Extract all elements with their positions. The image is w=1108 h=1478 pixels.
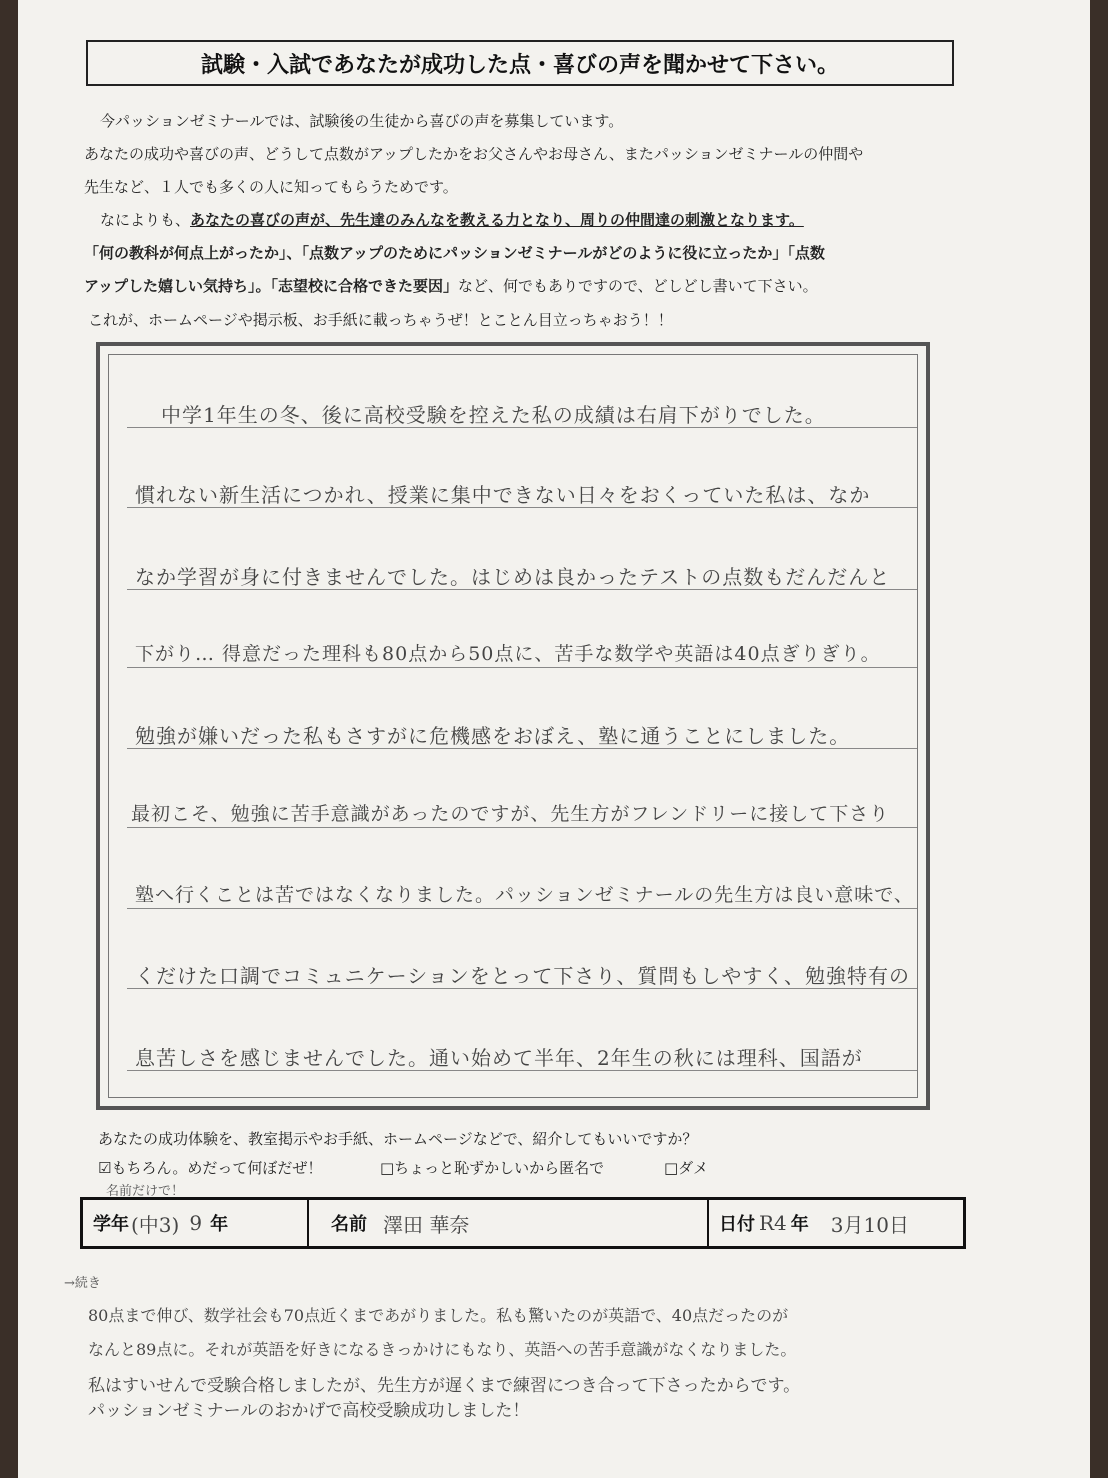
writing-area xyxy=(108,354,918,1098)
intro-line: 今パッションゼミナールでは、試験後の生徒から喜びの声を募集しています。 xyxy=(100,112,624,130)
handwritten-line: 中学1年生の冬、後に高校受験を控えた私の成績は右肩下がりでした。 xyxy=(161,403,826,427)
intro-bold: アップした嬉しい気持ち」。「志望校に合格できた要因」 xyxy=(84,277,458,295)
grade-value: 9 xyxy=(189,1211,203,1235)
date-day: 3月10日 xyxy=(830,1212,909,1237)
consent-note: 名前だけで！ xyxy=(106,1184,185,1199)
handwritten-line: なか学習が身に付きませんでした。はじめは良かったテストの点数もだんだんと xyxy=(135,565,891,589)
intro-emphasis: あなたの喜びの声が、先生達のみんなを教える力となり、周りの仲間達の刺激となります。 xyxy=(190,211,804,229)
grade-cell xyxy=(83,1200,307,1246)
intro-line xyxy=(84,270,984,303)
handwritten-line: 最初こそ、勉強に苦手意識があったのですが、先生方がフレンドリーに接して下さり xyxy=(131,803,890,825)
feedback-form-sheet xyxy=(18,0,1090,1478)
consent-option-yes[interactable]: ☑もちろん。めだって何ぼだぜ！ xyxy=(98,1159,323,1177)
intro-pre: なによりも、 xyxy=(100,211,191,229)
continuation-line: 80点まで伸び、数学社会も70点近くまであがりました。私も驚いたのが英語で、40点だったのが xyxy=(88,1306,789,1325)
handwritten-line: くだけた口調でコミュニケーションをとって下さり、質問もしやすく、勉強特有の xyxy=(135,964,910,988)
ruled-line xyxy=(127,908,917,909)
intro-line-emphasis xyxy=(84,204,984,237)
date-cell xyxy=(707,1200,963,1246)
handwritten-line: 息苦しさを感じませんでした。通い始めて半年、2年生の秋には理科、国語が xyxy=(135,1046,863,1070)
intro-text xyxy=(84,105,984,303)
date-label: 日付 xyxy=(719,1214,755,1235)
handwritten-line: 塾へ行くことは苦ではなくなりました。パッションゼミナールの先生方は良い意味で、 xyxy=(135,884,914,906)
ruled-line xyxy=(127,827,917,828)
form-title: 試験・入試であなたが成功した点・喜びの声を聞かせて下さい。 xyxy=(86,40,954,86)
student-info-bar xyxy=(80,1197,966,1249)
continuation-line: 私はすいせんで受験合格しましたが、先生方が遅くまで練習につき合って下さったからです。 xyxy=(88,1376,801,1396)
continue-mark: →続き xyxy=(64,1276,101,1291)
handwritten-line: 勉強が嫌いだった私もさすがに危機感をおぼえ、塾に通うことにしました。 xyxy=(135,724,851,748)
writing-frame xyxy=(96,342,930,1110)
handwritten-line: 慣れない新生活につかれ、授業に集中できない日々をおくっていた私は、なか xyxy=(135,483,871,507)
consent-option-anonymous[interactable]: □ちょっと恥ずかしいから匿名で xyxy=(380,1159,605,1177)
name-value: 澤田 華奈 xyxy=(383,1212,470,1237)
intro-line: 「何の教科が何点上がったか」、「点数アップのためにパッションゼミナールがどのように役に立ったか」「点数 xyxy=(84,244,825,262)
continuation-line: なんと89点に。それが英語を好きになるきっかけにもなり、英語への苦手意識がなくなりました。 xyxy=(88,1340,797,1359)
date-year-unit: 年 xyxy=(790,1214,809,1235)
continuation-line: パッションゼミナールのおかげで高校受験成功しました！ xyxy=(88,1401,530,1421)
intro-rest: など、何でもありですので、どしどし書いて下さい。 xyxy=(457,277,818,295)
consent-question: あなたの成功体験を、教室掲示やお手紙、ホームページなどで、紹介してもいいですか？ xyxy=(98,1130,698,1148)
name-cell xyxy=(307,1200,707,1246)
grade-unit: 年 xyxy=(210,1214,229,1235)
intro-line: 先生など、１人でも多くの人に知ってもらうためです。 xyxy=(84,178,458,196)
consent-option-no[interactable]: □ダメ xyxy=(664,1159,709,1177)
handwritten-line: 下がり… 得意だった理科も80点から50点に、苦手な数学や英語は40点ぎりぎり。 xyxy=(135,643,881,665)
grade-label: 学年 xyxy=(93,1214,129,1235)
date-era: R4 xyxy=(759,1211,787,1235)
ruled-line xyxy=(127,667,917,668)
intro-line: あなたの成功や喜びの声、どうして点数がアップしたかをお父さんやお母さん、またパッションゼミナールの仲間や xyxy=(84,145,864,163)
tagline: これが、ホームページや掲示板、お手紙に載っちゃうぜ！とことん目立っちゃおう！！ xyxy=(88,311,673,329)
grade-prefix: (中3) xyxy=(131,1212,180,1237)
name-label: 名前 xyxy=(331,1214,367,1235)
